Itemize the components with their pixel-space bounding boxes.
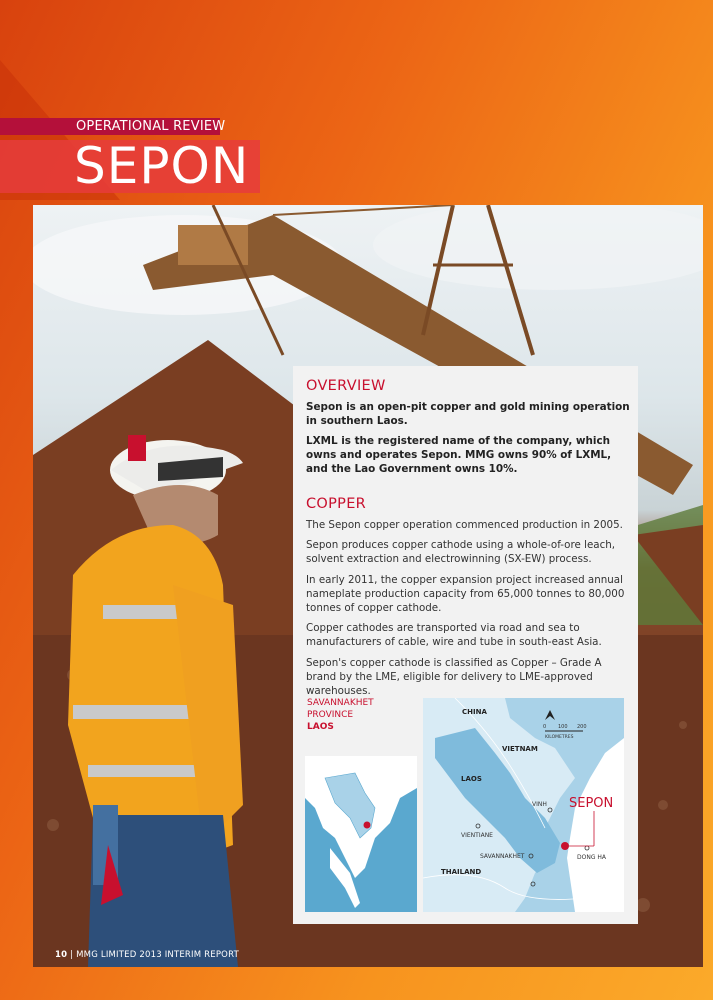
label-sepon: SEPON: [569, 796, 614, 811]
page-number: 10: [55, 950, 68, 960]
overview-para-2: LXML is the registered name of the company, which owns and operates Sepon. MMG owns 90% of LXML, and the Lao Government owns 10%.: [306, 435, 612, 475]
label-vinh: VINH: [532, 801, 547, 808]
sepon-marker: [561, 842, 569, 850]
label-vientiane: VIENTIANE: [461, 832, 493, 839]
location-map: [305, 698, 624, 912]
label-dongha: DONG HA: [577, 854, 607, 861]
copper-heading: COPPER: [306, 496, 367, 512]
page-footer: [55, 950, 239, 960]
map-country: LAOS: [307, 722, 334, 732]
label-thailand: THAILAND: [441, 868, 482, 876]
map-province-line2: PROVINCE: [307, 710, 354, 720]
footer-separator: |: [70, 950, 74, 960]
label-china: CHINA: [462, 708, 487, 716]
overview-para-1: Sepon is an open-pit copper and gold mining operation in southern Laos.: [306, 401, 630, 427]
copper-para-1: The Sepon copper operation commenced production in 2005.: [306, 519, 623, 531]
scale-100: 100: [558, 724, 568, 730]
scale-200: 200: [577, 724, 587, 730]
page-title: SEPON: [74, 137, 250, 195]
inset-map-marker: [364, 822, 371, 829]
copper-para-2: Sepon produces copper cathode using a whole-of-ore leach, solvent extraction and electrowinning (SX-EW) process.: [306, 539, 616, 565]
label-savannakhet: SAVANNAKHET: [480, 853, 525, 860]
overview-heading: OVERVIEW: [306, 378, 386, 394]
section-label: OPERATIONAL REVIEW: [76, 119, 226, 134]
scale-unit: KILOMETRES: [545, 735, 574, 740]
copper-para-3: In early 2011, the copper expansion project increased annual nameplate production capacity from 65,000 tonnes to 80,000 tonnes of copper cathode.: [306, 574, 625, 614]
copper-para-4: Copper cathodes are transported via road and sea to manufacturers of cable, wire and tube in south-east Asia.: [306, 622, 602, 648]
footer-text: MMG LIMITED 2013 INTERIM REPORT: [76, 950, 239, 960]
map-province-line1: SAVANNAKHET: [307, 698, 374, 708]
copper-para-5: Sepon's copper cathode is classified as Copper – Grade A brand by the LME, eligible for delivery to LME-approved warehouses.: [306, 657, 602, 697]
label-vietnam: VIETNAM: [502, 745, 538, 753]
scale-0: 0: [543, 724, 547, 730]
label-laos: LAOS: [461, 775, 482, 783]
